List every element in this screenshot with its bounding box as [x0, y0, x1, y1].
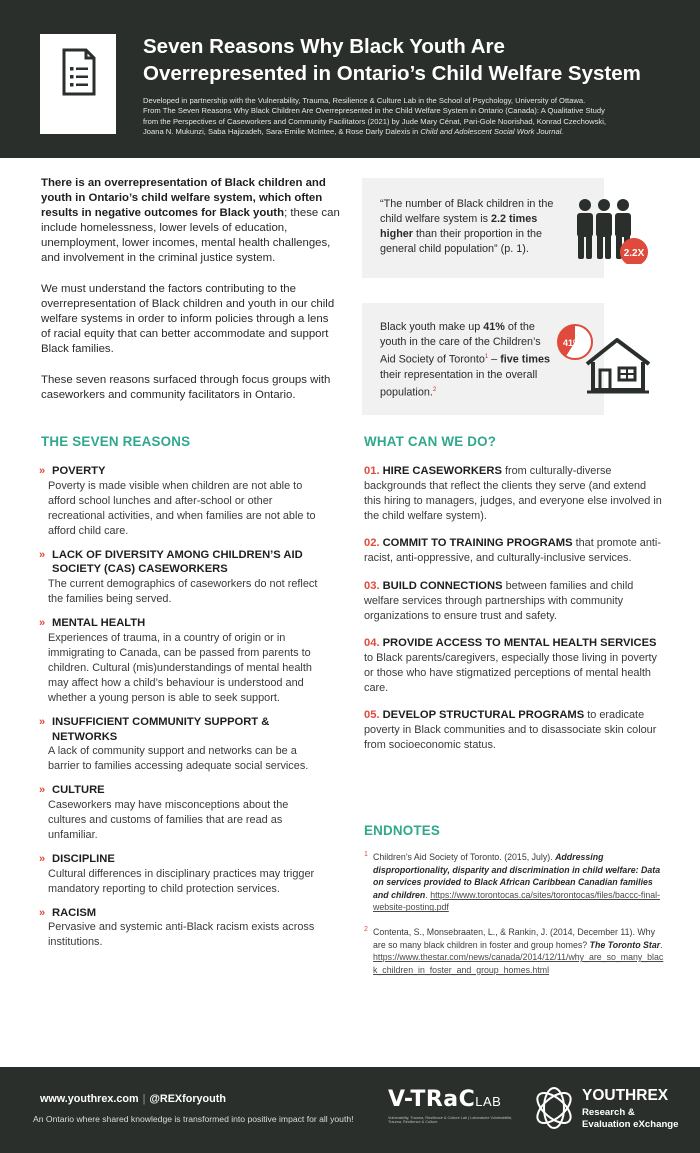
endnote-link[interactable]: https://www.thestar.com/news/canada/2014/12/11/why_are_so_many_black_children_in_foster_and_group_homes.html [373, 952, 664, 975]
action-text: to Black parents/caregivers, especially those living in poverty or those who have stigmatized perceptions of mental health care. [364, 651, 657, 695]
stat2-badge: 41% [562, 338, 582, 348]
endnote-item [364, 851, 664, 914]
reason-body: Cultural differences in disciplinary practices may trigger mandatory reporting to child protection services. [48, 867, 315, 895]
action-text: between families and child welfare services through partnerships with community organizations to ensure trust and safety. [364, 579, 634, 622]
chevron-right-icon: » [39, 784, 46, 797]
credits-line-1: Developed in partnership with the Vulnerability, Trauma, Resilience & Culture Lab in the School of Psychology, University of Ottawa. [143, 96, 586, 105]
youthrex-name: YOUTHREX [582, 1087, 669, 1104]
endnote-citation: Contenta, S., Monsebraaten, L., & Rankin, J. (2014, December 11). Why are so many black children in foster and group homes? [373, 926, 655, 950]
reason-item [41, 852, 326, 897]
reason-item [41, 464, 326, 539]
stat2-part1: Black youth make up [380, 321, 484, 333]
reason-title [41, 464, 326, 479]
endnote-mark: 2 [364, 925, 368, 933]
action-number: 04. [364, 636, 380, 649]
credits-line-2: From The Seven Reasons Why Black Children Are Overrepresented in the Child Welfare System in Ontario (Canada): A Qualitative Study [143, 106, 605, 116]
endnote-punct: . [660, 939, 663, 950]
endnote-title: Addressing disproportionality, disparity and discrimination in child welfare: Data on services provided to Black African Caribbean Canadian families and children [373, 852, 661, 900]
stat-box-2-2x [362, 178, 604, 278]
vtrac-subtitle: Vulnerability, Trauma, Resilience & Culture Lab | Laboratoire Vulnérabilité, Trauma, Résilience & Culture [388, 1116, 513, 1124]
action-item [364, 708, 664, 753]
reasons-list [41, 464, 326, 959]
reason-body: A lack of community support and networks can be a barrier to families accessing adequate social services. [48, 745, 309, 773]
reasons-heading: THE SEVEN REASONS [41, 434, 191, 449]
intro-section [41, 176, 341, 419]
action-heading: HIRE CASEWORKERS [382, 465, 502, 477]
vtrac-wordmark: V-TRaC [388, 1087, 476, 1112]
reason-item [41, 715, 326, 774]
stat2-part4: their representation in the overall population. [380, 368, 538, 399]
title-line-2: Overrepresented in Ontario’s Child Welfare System [143, 62, 641, 85]
stat2-bold1: 41% [483, 321, 505, 333]
action-heading: PROVIDE ACCESS TO MENTAL HEALTH SERVICES [382, 636, 657, 649]
endnote-mark: 1 [364, 851, 368, 858]
reason-item [41, 783, 326, 843]
endnote-item [364, 926, 664, 976]
footer-links [40, 1093, 226, 1105]
reason-body: The current demographics of caseworkers do not reflect the families being served. [48, 577, 318, 605]
intro-paragraph-1 [41, 176, 341, 266]
reason-title-text: MENTAL HEALTH [52, 617, 146, 630]
youthrex-sub-2: Evaluation eXchange [582, 1119, 679, 1130]
actions-list [364, 464, 664, 766]
action-item [364, 536, 664, 566]
actions-heading: WHAT CAN WE DO? [364, 434, 497, 449]
youthrex-subtitle [582, 1107, 679, 1131]
chevron-right-icon: » [39, 548, 46, 561]
factsheet-label: FACTSHEET [43, 116, 113, 128]
stat1-part1: “The number of Black children in the child welfare system is [380, 198, 554, 225]
reason-title-text: RACISM [52, 906, 97, 919]
chevron-right-icon: » [39, 853, 46, 865]
vtrac-lab-logo [388, 1087, 518, 1124]
action-heading: BUILD CONNECTIONS [382, 579, 503, 592]
reason-title-text: LACK OF DIVERSITY AMONG CHILDREN’S AID SOCIETY (CAS) CASEWORKERS [52, 548, 303, 576]
action-text: from culturally-diverse backgrounds that reflect the clients they serve (and extend this hiring to managers, judges, and everyone else involved in the child welfare system). [364, 465, 662, 523]
reason-title-text: DISCIPLINE [52, 853, 115, 865]
website-link[interactable]: www.youthrex.com [40, 1093, 139, 1105]
reason-title [41, 906, 326, 921]
credits-line-4 [143, 127, 663, 137]
action-heading: COMMIT TO TRAINING PROGRAMS [382, 537, 573, 550]
intro-rest: ; these can include homelessness, lower levels of education, unemployment, lower incomes, mental health challenges, and involvement in the criminal justice system. [41, 207, 340, 264]
action-heading: DEVELOP STRUCTURAL PROGRAMS [382, 709, 585, 722]
action-text: to eradicate poverty in Black communities and to disassociate skin colour from socioeconomic status. [364, 709, 657, 752]
action-item [364, 464, 664, 524]
reason-title [41, 616, 326, 631]
reason-body: Caseworkers may have misconceptions about the cultures and customs of families that are read as unfamiliar. [48, 798, 289, 841]
reason-title [41, 715, 326, 744]
action-text: that promote anti-racist, anti-oppressive, and culturally-inclusive services. [364, 537, 661, 565]
reason-title [41, 783, 326, 798]
intro-bold: There is an overrepresentation of Black children and youth in Ontario’s child welfare system, which often results in negative outcomes for Black youth [41, 177, 326, 219]
stat1-part2: than their proportion in the general child population” (p. 1). [380, 228, 543, 255]
stat-text-1 [380, 197, 560, 257]
footer-separator: | [142, 1093, 146, 1105]
youthrex-sub-1: Research & [582, 1107, 635, 1118]
endnote-ref-2: 2 [432, 386, 437, 393]
reason-body: Pervasive and systemic anti-Black racism exists across institutions. [48, 921, 315, 949]
reason-title-text: INSUFFICIENT COMMUNITY SUPPORT & NETWORKS [52, 716, 270, 743]
action-number: 03. [364, 579, 380, 592]
stat2-bold2: five times [500, 353, 551, 366]
page-title [143, 33, 683, 87]
credits [143, 96, 663, 138]
action-number: 01. [364, 465, 380, 477]
stat2-part2: of the youth in the care of the Children’s Aid Society of Toronto [380, 321, 541, 366]
header-banner [0, 0, 700, 158]
reason-title [41, 852, 326, 867]
chevron-right-icon: » [39, 716, 46, 729]
stat1-bold: 2.2 times higher [380, 213, 538, 240]
reason-title-text: CULTURE [52, 784, 105, 797]
reason-title [41, 548, 326, 577]
endnote-punct: . [425, 889, 431, 900]
vtrac-lab-word: LAB [475, 1094, 502, 1109]
chevron-right-icon: » [39, 906, 46, 919]
reason-item [41, 906, 326, 951]
intro-paragraph-2: We must understand the factors contributing to the overrepresentation of Black children and youth in our child welfare systems in order to inform policies through a lens of racial equity that can better accommodate and support Black families. [41, 283, 335, 355]
intro-paragraph-3: These seven reasons surfaced through focus groups with caseworkers and community facilitators in Ontario. [41, 374, 331, 401]
endnotes-heading: ENDNOTES [364, 823, 441, 838]
action-number: 05. [364, 709, 380, 722]
endnote-link[interactable]: https://www.torontocas.ca/sites/torontocas/files/baccc-final-website-posting.pdf [373, 889, 660, 913]
reason-item [41, 616, 326, 706]
social-handle-link[interactable]: @REXforyouth [149, 1093, 226, 1105]
chevron-right-icon: » [39, 617, 46, 630]
endnotes-list [364, 851, 664, 988]
youthrex-logo-icon [530, 1083, 578, 1133]
reason-title-text: POVERTY [52, 465, 106, 477]
credits-authors: Joana N. Mukunzi, Saba Hajizadeh, Sara-Emilie McIntee, & Rose Darly Dalexis in [143, 127, 419, 137]
stat2-part3: – [488, 353, 501, 366]
endnote-ref-1: 1 [484, 354, 489, 360]
house-icon [557, 318, 657, 398]
footer-tagline: An Ontario where shared knowledge is transformed into positive impact for all youth! [33, 1114, 354, 1124]
pie-41-icon [558, 325, 592, 359]
credits-line-3: from the Perspectives of Caseworkers and Community Facilitators (2021) by Jude Mary Cénat, Pari-Gole Noorishad, Konrad Czechowski, [143, 116, 606, 126]
action-item [364, 579, 664, 624]
title-line-1: Seven Reasons Why Black Youth Are [143, 35, 505, 58]
reason-body: Experiences of trauma, in a country of origin or in immigrating to Canada, can be passed from parents to children. Cultural (mis)understandings of mental health may affect how a child’s behaviour is understood and whether a young person is able to seek support. [48, 631, 312, 704]
footer [0, 1067, 700, 1153]
action-item [364, 636, 664, 696]
document-list-icon [62, 48, 96, 96]
stat1-badge: 2.2X [623, 248, 645, 259]
credits-journal: Child and Adolescent Social Work Journal. [420, 127, 564, 137]
action-number: 02. [364, 537, 380, 550]
people-group-icon [574, 198, 656, 264]
chevron-right-icon: » [39, 465, 46, 477]
reason-item [41, 548, 326, 607]
stat-text-2 [380, 320, 555, 400]
endnote-title: The Toronto Star [589, 939, 661, 950]
reason-body: Poverty is made visible when children are not able to afford school lunches and after-school or other recreational activities, and when families are not able to afford child care. [48, 479, 316, 537]
endnote-citation: Children’s Aid Society of Toronto. (2015, July). [373, 852, 556, 862]
